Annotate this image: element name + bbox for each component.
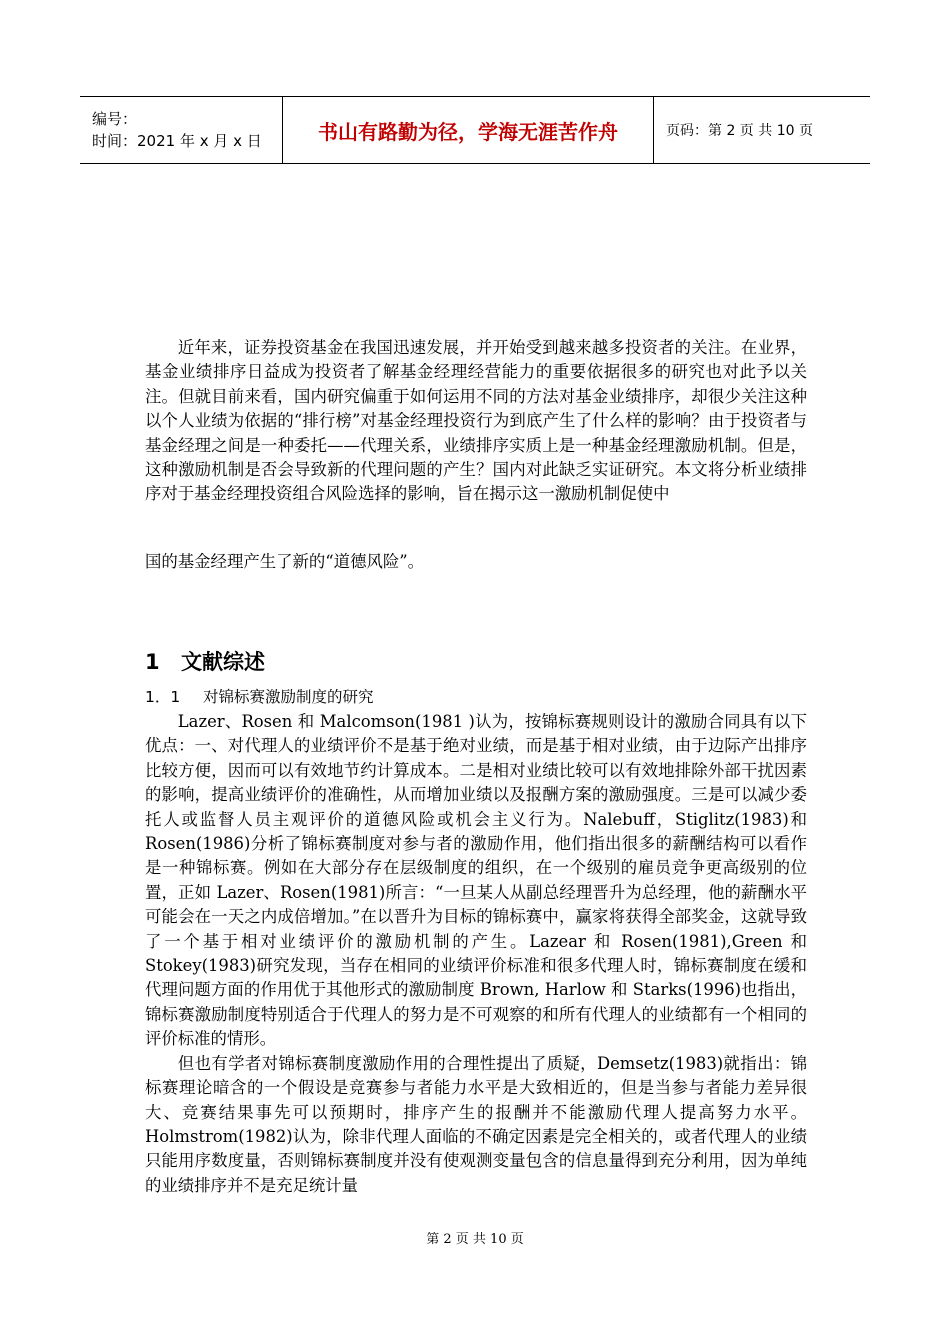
literature-review-body <box>145 710 807 1198</box>
header-page-number: 页码：第 2 页 共 10 页 <box>666 123 813 139</box>
section-number: 1 <box>145 650 160 674</box>
header-motto-cell <box>282 97 654 163</box>
subsection-number: 1．1 <box>145 688 181 706</box>
intro-paragraph: 近年来，证券投资基金在我国迅速发展，并开始受到越来越多投资者的关注。在业界，基金业绩排序日益成为投资者了解基金经理经营能力的重要依据很多的研究也对此予以关注。但就目前来看，国内研究偏重于如何运用不同的方法对基金业绩排序，却很少关注这种以个人业绩为依据的“排行榜”对基金经理投资行为到底产生了什么样的影响？由于投资者与基金经理之间是一种委托——代理关系，业绩排序实质上是一种基金经理激励机制。但是，这种激励机制是否会导致新的代理问题的产生？国内对此缺乏实证研究。本文将分析业绩排序对于基金经理投资组合风险选择的影响，旨在揭示这一激励机制促使中 <box>145 338 807 504</box>
section-heading <box>145 646 265 676</box>
intro-last-line: 国的基金经理产生了新的“道德风险”。 <box>145 552 425 571</box>
subsection-heading <box>145 685 374 707</box>
section-title: 文献综述 <box>181 650 265 674</box>
header-page-cell <box>654 97 870 163</box>
document-number-label: 编号： <box>92 110 138 128</box>
subsection-title: 对锦标赛激励制度的研究 <box>203 688 374 706</box>
page-footer: 第 2 页 共 10 页 <box>426 1232 524 1247</box>
lit-paragraph-1: Lazer、Rosen 和 Malcomson(1981 )认为，按锦标赛规则设计的激励合同具有以下优点：一、对代理人的业绩评价不是基于绝对业绩，而是基于相对业绩，由于边际产出排序比较方便，因而可以有效地节约计算成本。二是相对业绩比较可以有效地排除外部干扰因素的影响，提高业绩评价的准确性，从而增加业绩以及报酬方案的激励强度。三是可以减少委托人或监督人员主观评价的道德风险或机会主义行为。Nalebuff，Stiglitz(1983)和 Rosen(1986)分析了锦标赛制度对参与者的激励作用，他们指出很多的薪酬结构可以看作是一种锦标赛。例如在大部分存在层级制度的组织，在一个级别的雇员竞争更高级别的位置，正如 Lazer、Rosen(1981)所言：“一旦某人从副总经理晋升为总经理，他的薪酬水平可能会在一天之内成倍增加。”在以晋升为目标的锦标赛中，赢家将获得全部奖金，这就导致了一个基于相对业绩评价的激励机制的产生。Lazear 和 Rosen(1981),Green 和 Stokey(1983)研究发现，当存在相同的业绩评价标准和很多代理人时，锦标赛制度在缓和代理问题方面的作用优于其他形式的激励制度 Brown, Harlow 和 Starks(1996)也指出，锦标赛激励制度特别适合于代理人的努力是不可观察的和所有代理人的业绩都有一个相同的评价标准的情形。 <box>145 712 807 1049</box>
header-meta <box>80 97 282 163</box>
page-header <box>80 96 870 164</box>
lit-paragraph-2: 但也有学者对锦标赛制度激励作用的合理性提出了质疑，Demsetz(1983)就指出：锦标赛理论暗含的一个假设是竞赛参与者能力水平是大致相近的，但是当参与者能力差异很大、竞赛结果事先可以预期时，排序产生的报酬并不能激励代理人提高努力水平。Holmstrom(1982)认为，除非代理人面临的不确定因素是完全相关的，或者代理人的业绩只能用序数度量，否则锦标赛制度并没有使观测变量包含的信息量得到充分利用，因为单纯的业绩排序并不是充足统计量 <box>145 1053 807 1195</box>
date-label: 时间：2021 年 x 月 x 日 <box>92 132 262 150</box>
motto: 书山有路勤为径，学海无涯苦作舟 <box>318 119 618 144</box>
intro-section <box>145 336 807 507</box>
